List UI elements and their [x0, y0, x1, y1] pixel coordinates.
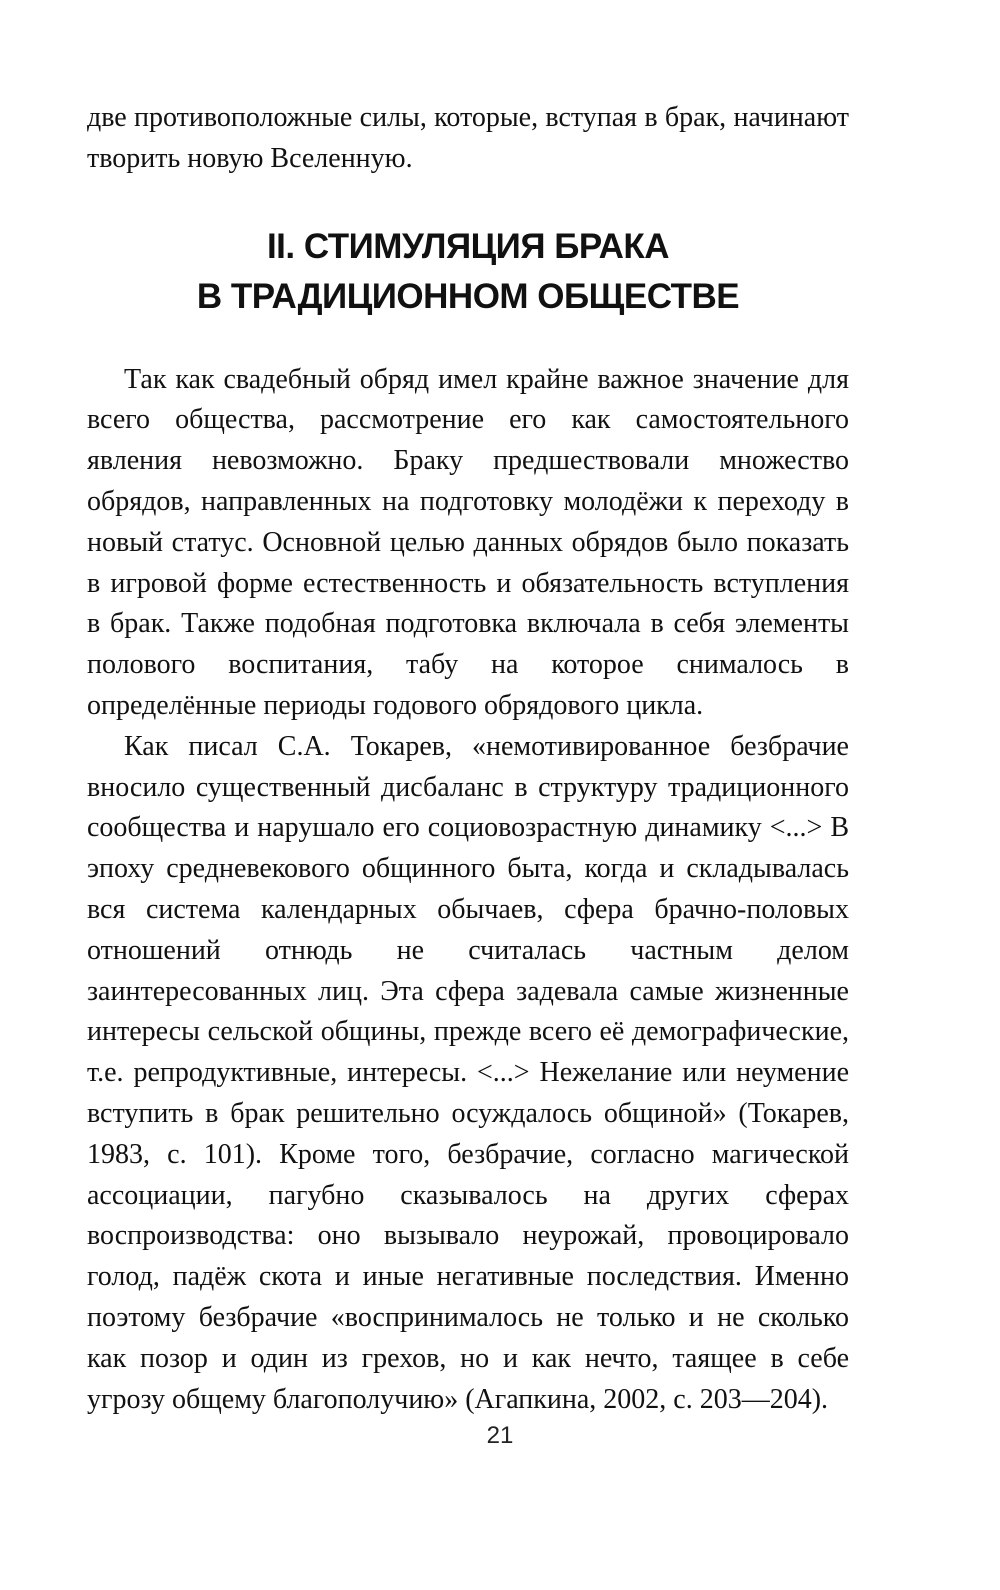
body-paragraph-1: Так как свадебный обряд имел крайне важное значение для всего общества, рассмотрение его как самостоятельного явления невозможно. Браку предшествовали множество обрядов, направленных на подготовку молодёжи к переходу в новый статус. Основной целью данных обрядов было показать в игровой форме естественность и обязательность вступления в брак. Также подобная подготовка включала в себя элементы полового воспитания, табу на которое снималось в определённые периоды годового обрядового цикла. [87, 363, 849, 721]
opening-paragraph: две противоположные силы, которые, вступая в брак, начинают творить новую Вселенную. [87, 102, 849, 174]
section-heading [87, 222, 849, 322]
page-number: 21 [486, 1422, 514, 1449]
section-heading-line-2: В ТРАДИЦИОННОМ ОБЩЕСТВЕ [196, 276, 740, 316]
body-paragraph-2: Как писал С.А. Токарев, «немотивированное безбрачие вносило существенный дисбаланс в структуру традиционного сообщества и нарушало его социовозрастную динамику <...> В эпоху средневекового общинного быта, когда и складывалась вся система календарных обычаев, сфера брачно-половых отношений отнюдь не считалась частным делом заинтересованных лиц. Эта сфера задевала самые жизненные интересы сельской общины, прежде всего её демографические, т.е. репродуктивные, интересы. <...> Нежелание или неумение вступить в брак решительно осуждалось общиной» (Токарев, 1983, с. 101). Кроме того, безбрачие, согласно магической ассоциации, пагубно сказывалось на других сферах воспроизводства: оно вызывало неурожай, провоцировало голод, падёж скота и иные негативные последствия. Именно поэтому безбрачие «воспринималось не только и не сколько как позор и один из грехов, но и как нечто, таящее в себе угрозу общему благополучию» (Агапкина, 2002, с. 203—204). [87, 730, 849, 1415]
page-body [87, 98, 849, 1420]
section-heading-line-1: II. СТИМУЛЯЦИЯ БРАКА [266, 226, 670, 266]
